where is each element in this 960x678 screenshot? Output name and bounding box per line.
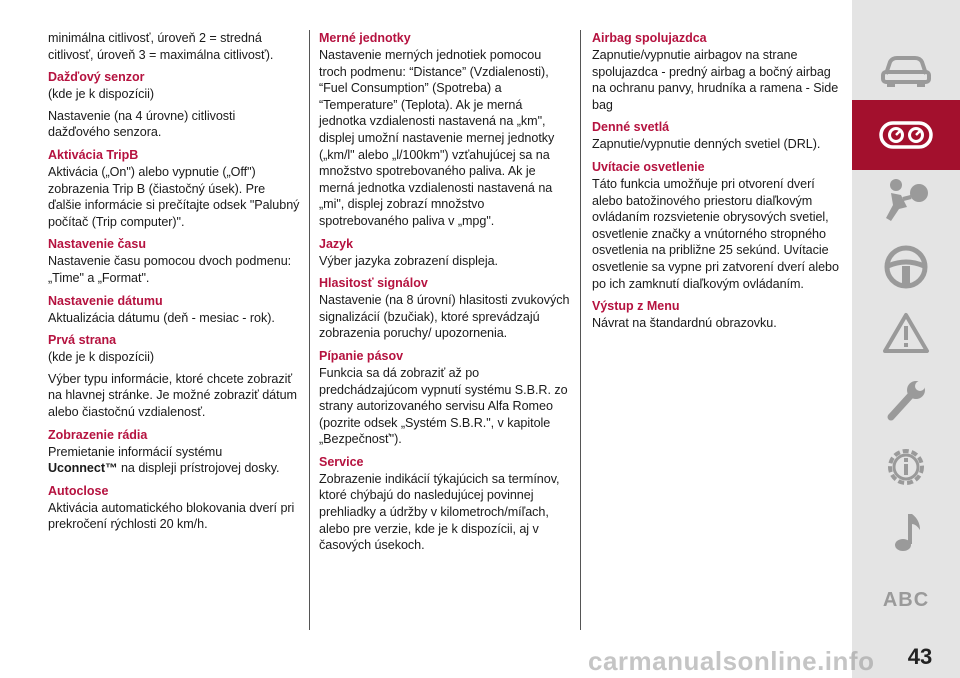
section-text: Zapnutie/vypnutie airbagov na strane spolujazdca - predný airbag a bočný airbag na ochranu panvy, hrudníka a ramena - Side bag — [592, 48, 839, 112]
section-heading: Denné svetlá — [592, 120, 670, 135]
section-signal-volume — [319, 275, 571, 342]
chapter-tab-maintenance[interactable] — [852, 365, 960, 435]
section-heading: Merné jednotky — [319, 31, 411, 45]
section-service — [319, 454, 571, 554]
section-text-lead: Premietanie informácií systému — [48, 444, 223, 459]
section-daytime-lights — [592, 119, 844, 153]
section-text: Táto funkcia umožňuje pri otvorení dverí alebo batožinového priestoru diaľkovým ovládaním rozsvietenie obrysových svetiel, osvetlenie značky a vnútorného stropného osvetlenia na približne 25 sekúnd. Uvítacie osvetlenie sa vypne pri zatvorení dverí alebo po ich zamknutí diaľkovým ovládaním. — [592, 176, 839, 291]
section-passenger-airbag — [592, 30, 844, 113]
section-language — [319, 236, 571, 270]
page-number: 43 — [907, 644, 933, 669]
section-tripb — [48, 147, 300, 230]
chapter-tab-safety[interactable] — [852, 165, 960, 235]
section-text: Aktualizácia dátumu (deň - mesiac - rok). — [48, 310, 275, 325]
section-welcome-light — [592, 159, 844, 292]
section-text: Návrat na štandardnú obrazovku. — [592, 316, 777, 331]
gear-info-icon — [882, 443, 930, 491]
section-text: (kde je k dispozícii) — [48, 87, 155, 102]
chapter-sidebar — [852, 0, 960, 678]
dashboard-gauges-icon — [878, 120, 934, 150]
section-date — [48, 293, 300, 327]
section-heading: Jazyk — [319, 236, 354, 251]
column-divider — [580, 30, 581, 630]
section-heading: Aktivácia TripB — [48, 147, 139, 162]
section-heading: Nastavenie času — [48, 237, 146, 252]
section-radio-display — [48, 427, 300, 477]
wrench-icon — [883, 377, 929, 423]
section-text: Aktivácia („On") alebo vypnutie („Off") zobrazenia Trip B (čiastočný úsek). Pre ďalšie informácie si prečítajte odsek "Palubný počítač (Trip computer)". — [48, 164, 300, 229]
section-heading: Airbag spolujazdca — [592, 31, 707, 45]
section-heading: Autoclose — [48, 483, 109, 498]
section-heading: Výstup z Menu — [592, 299, 680, 314]
section-text: Výber jazyka zobrazení displeja. — [319, 253, 499, 268]
section-heading: Pípanie pásov — [319, 348, 404, 363]
section-text: Zobrazenie indikácií týkajúcich sa termínov, ktoré chýbajú do nasledujúcej povinnej prehliadky a údržby v kilometroch/míľach, alebo pre verzie, kde je k dispozícii, aj v časových úsekoch. — [319, 471, 560, 553]
chapter-tab-emergency[interactable] — [852, 298, 960, 368]
section-text: Funkcia sa dá zobraziť až po predchádzajúcom vypnutí systému S.B.R. zo strany autorizovaného servisu Alfa Romeo (pozrite odsek „Systém S.B.R.", v kapitole „Bezpečnosť"). — [319, 365, 568, 447]
section-rain-sensor — [48, 69, 300, 141]
section-text: Nastavenie (na 4 úrovne) citlivosti dažďového senzora. — [48, 108, 236, 140]
section-text: Nastavenie merných jednotiek pomocou troch podmenu: “Distance” (Vzdialenosti), “Fuel Consumption” (Spotreba) a “Temperature” (Teplota). Ak je merná jednotka vzdialenosti nastavená na „km", displej umožní nastavenie mernej jednotky („km/l" alebo „l/100km") vzťahujúcej sa na množstvo spotrebovaného paliva. Ak je merná jednotka vzdialenosti nastavená na „mi", displej zobrazí množstvo spotrebovaného paliva v „mpg". — [319, 48, 555, 228]
section-first-page — [48, 332, 300, 420]
intro-paragraph: minimálna citlivosť, úroveň 2 = stredná citlivosť, úroveň 3 = maximálna citlivosť). — [48, 31, 274, 62]
brand-name: Uconnect™ — [48, 461, 118, 476]
text-column-2 — [319, 30, 571, 560]
airbag-person-icon — [881, 177, 931, 223]
column-divider — [309, 30, 310, 630]
section-heading: Dažďový senzor — [48, 70, 145, 85]
steering-wheel-icon — [883, 244, 929, 290]
warning-triangle-icon — [882, 311, 930, 355]
section-text — [48, 444, 300, 477]
section-autoclose — [48, 483, 300, 533]
section-menu-exit — [592, 298, 844, 332]
section-text: Nastavenie času pomocou dvoch podmenu: „Time" a „Format". — [48, 254, 292, 285]
music-note-icon — [886, 510, 926, 556]
chapter-tab-multimedia[interactable] — [852, 498, 960, 568]
chapter-tab-driving[interactable] — [852, 232, 960, 302]
car-icon — [880, 52, 932, 88]
section-heading: Service — [319, 454, 364, 469]
section-heading: Prvá strana — [48, 333, 117, 348]
section-heading: Zobrazenie rádia — [48, 427, 148, 442]
chapter-tab-technical-data[interactable] — [852, 432, 960, 502]
section-heading: Uvítacie osvetlenie — [592, 159, 705, 174]
chapter-tab-dashboard[interactable] — [852, 100, 960, 170]
section-time — [48, 236, 300, 286]
section-heading: Nastavenie dátumu — [48, 293, 163, 308]
chapter-tab-vehicle[interactable] — [852, 35, 960, 105]
section-units — [319, 30, 571, 230]
section-belt-beep — [319, 348, 571, 448]
section-text-tail: na displeji prístrojovej dosky. — [117, 461, 280, 476]
abc-index: ABC — [882, 588, 930, 611]
section-text: Zapnutie/vypnutie denných svetiel (DRL). — [592, 137, 821, 152]
section-heading: Hlasitosť signálov — [319, 276, 428, 291]
section-text: Nastavenie (na 8 úrovní) hlasitosti zvukových signalizácií (bzučiak), ktoré sprevádzajú zobrazenia poruchy/ upozornenia. — [319, 293, 570, 341]
section-text: Aktivácia automatického blokovania dverí pri prekročení rýchlosti 20 km/h. — [48, 500, 295, 532]
section-text: Výber typu informácie, ktoré chcete zobraziť na hlavnej stránke. Je možné zobraziť dátum alebo čiastočnú vzdialenosť. — [48, 371, 297, 419]
text-column-1 — [48, 30, 300, 539]
chapter-tab-index[interactable] — [852, 565, 960, 635]
text-column-3 — [592, 30, 844, 338]
watermark: carmanualsonline.info — [588, 646, 875, 676]
section-text: (kde je k dispozícii) — [48, 350, 155, 365]
